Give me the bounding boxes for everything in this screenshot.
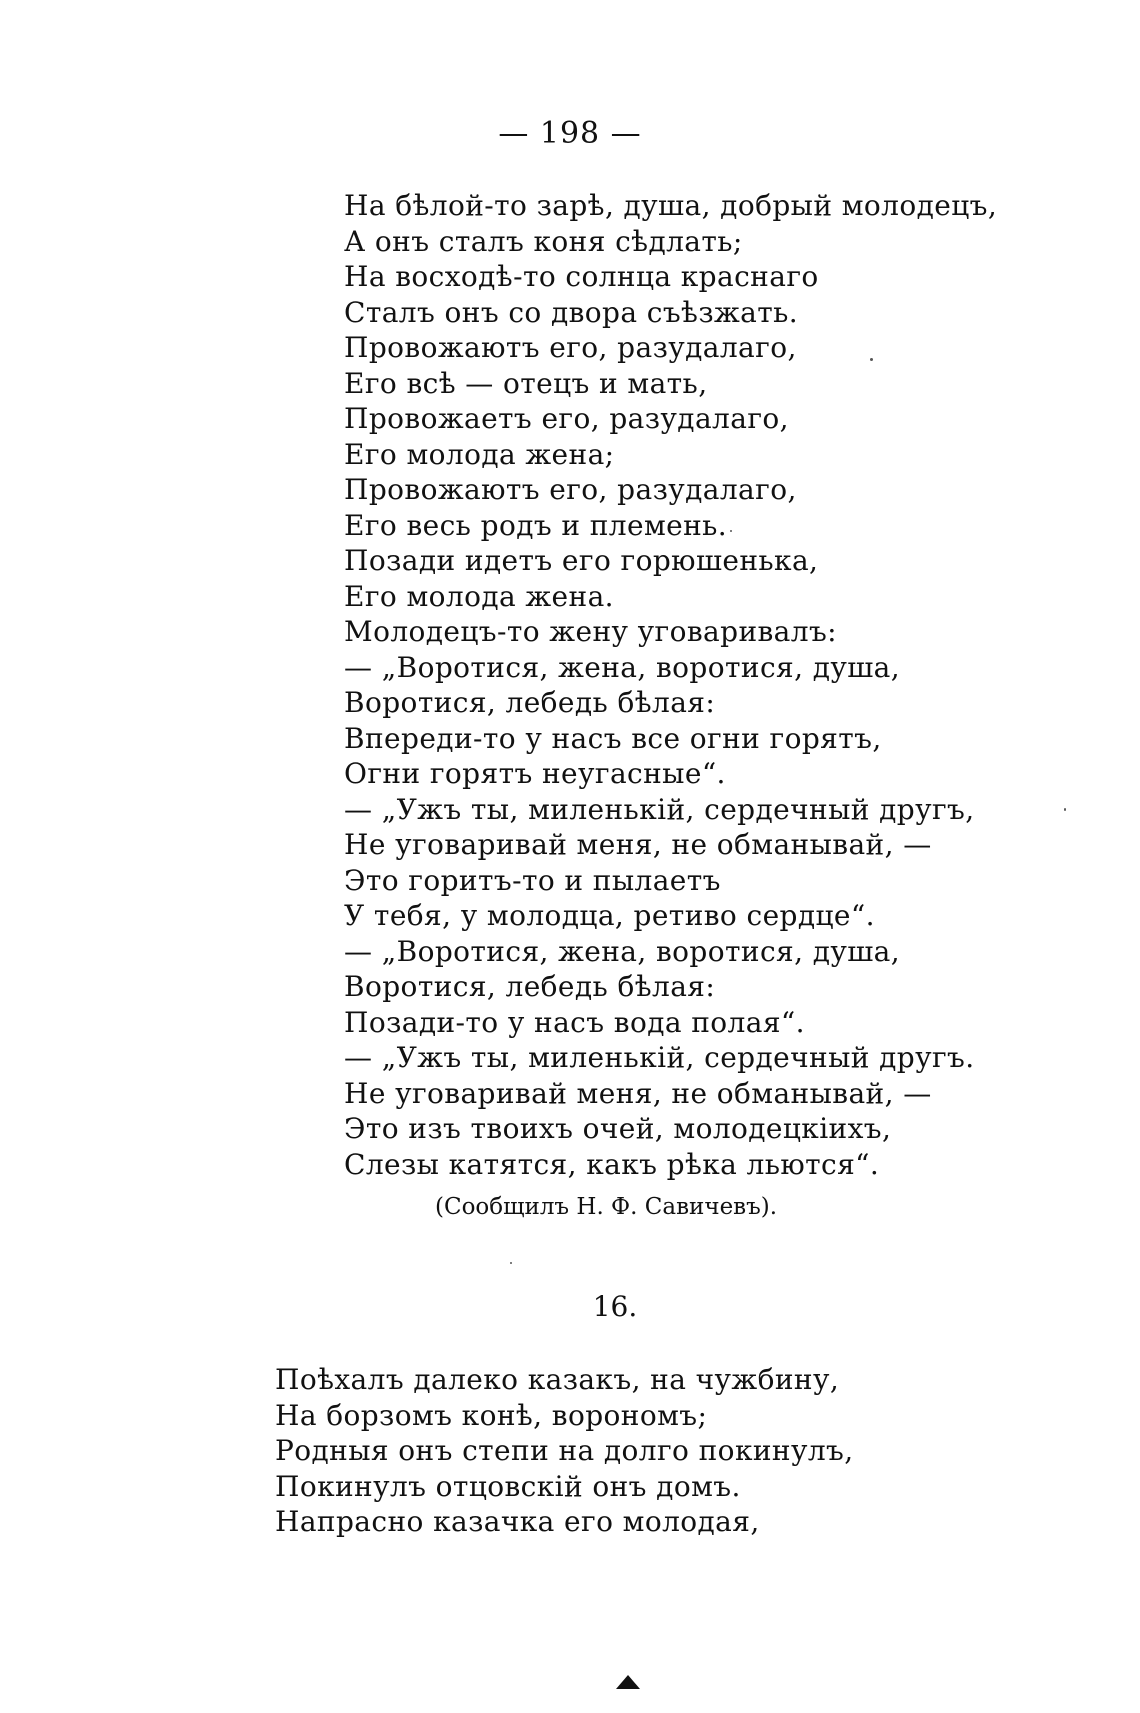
poem-line: Родныя онъ степи на долго покинулъ, (275, 1434, 854, 1467)
poem-line: Его всѣ — отецъ и мать, (344, 366, 708, 400)
scan-speck (510, 1262, 512, 1264)
poem-line: Его молода жена. (344, 579, 614, 613)
poem-attribution: (Сообщилъ Н. Ф. Савичевъ). (435, 1194, 778, 1220)
section-number: 16. (592, 1290, 638, 1323)
poem-1 (344, 188, 997, 1182)
poem-line: Слезы катятся, какъ рѣка льются“. (344, 1147, 880, 1181)
poem-line: Сталъ онъ со двора съѣзжать. (344, 295, 799, 329)
scan-speck (1064, 808, 1066, 811)
poem-line: Поѣхалъ далеко казакъ, на чужбину, (275, 1363, 840, 1396)
poem-line: Провожаютъ его, разудалаго, (344, 331, 797, 364)
printer-mark (616, 1675, 640, 1689)
poem-line: — „Ужъ ты, миленькій, сердечный другъ. (344, 1041, 975, 1074)
poem-line: — „Воротися, жена, воротися, душа, (344, 934, 901, 968)
poem-line: На борзомъ конѣ, ворономъ; (275, 1398, 708, 1432)
poem-line: Огни горятъ неугасные“. (344, 757, 726, 790)
poem-2 (275, 1362, 854, 1540)
poem-line: На восходѣ-то солнца краснаго (344, 260, 819, 293)
poem-line: Не уговаривай меня, не обманывай, — (344, 1076, 932, 1110)
page-number: — 198 — (498, 116, 642, 151)
poem-line: Воротися, лебедь бѣлая: (344, 970, 716, 1003)
scan-speck (870, 358, 873, 361)
poem-line: Позади-то у насъ вода полая“. (344, 1005, 805, 1039)
poem-line: Провожаетъ его, разудалаго, (344, 402, 789, 435)
poem-line: Это изъ твоихъ очей, молодецкіихъ, (344, 1112, 892, 1145)
poem-line: Молодецъ-то жену уговаривалъ: (344, 615, 838, 648)
scan-speck (730, 530, 732, 532)
poem-line: Напрасно казачка его молодая, (275, 1505, 760, 1538)
poem-line: Покинулъ отцовскій онъ домъ. (275, 1469, 741, 1503)
poem-line: — „Ужъ ты, миленькій, сердечный другъ, (344, 792, 975, 826)
poem-line: Провожаютъ его, разудалаго, (344, 473, 797, 506)
poem-line: Его весь родъ и племень. (344, 508, 728, 542)
poem-line: У тебя, у молодца, ретиво сердце“. (344, 899, 875, 932)
poem-line: Впереди-то у насъ все огни горятъ, (344, 721, 882, 755)
poem-line: Позади идетъ его горюшенька, (344, 544, 819, 577)
poem-line: Это горитъ-то и пылаетъ (344, 863, 721, 897)
poem-line: — „Воротися, жена, воротися, душа, (344, 650, 901, 684)
poem-line: На бѣлой-то зарѣ, душа, добрый молодецъ, (344, 189, 998, 222)
poem-line: Воротися, лебедь бѣлая: (344, 686, 716, 719)
poem-line: Его молода жена; (344, 437, 615, 471)
poem-line: А онъ сталъ коня сѣдлать; (344, 224, 743, 258)
poem-line: Не уговаривай меня, не обманывай, — (344, 828, 932, 861)
